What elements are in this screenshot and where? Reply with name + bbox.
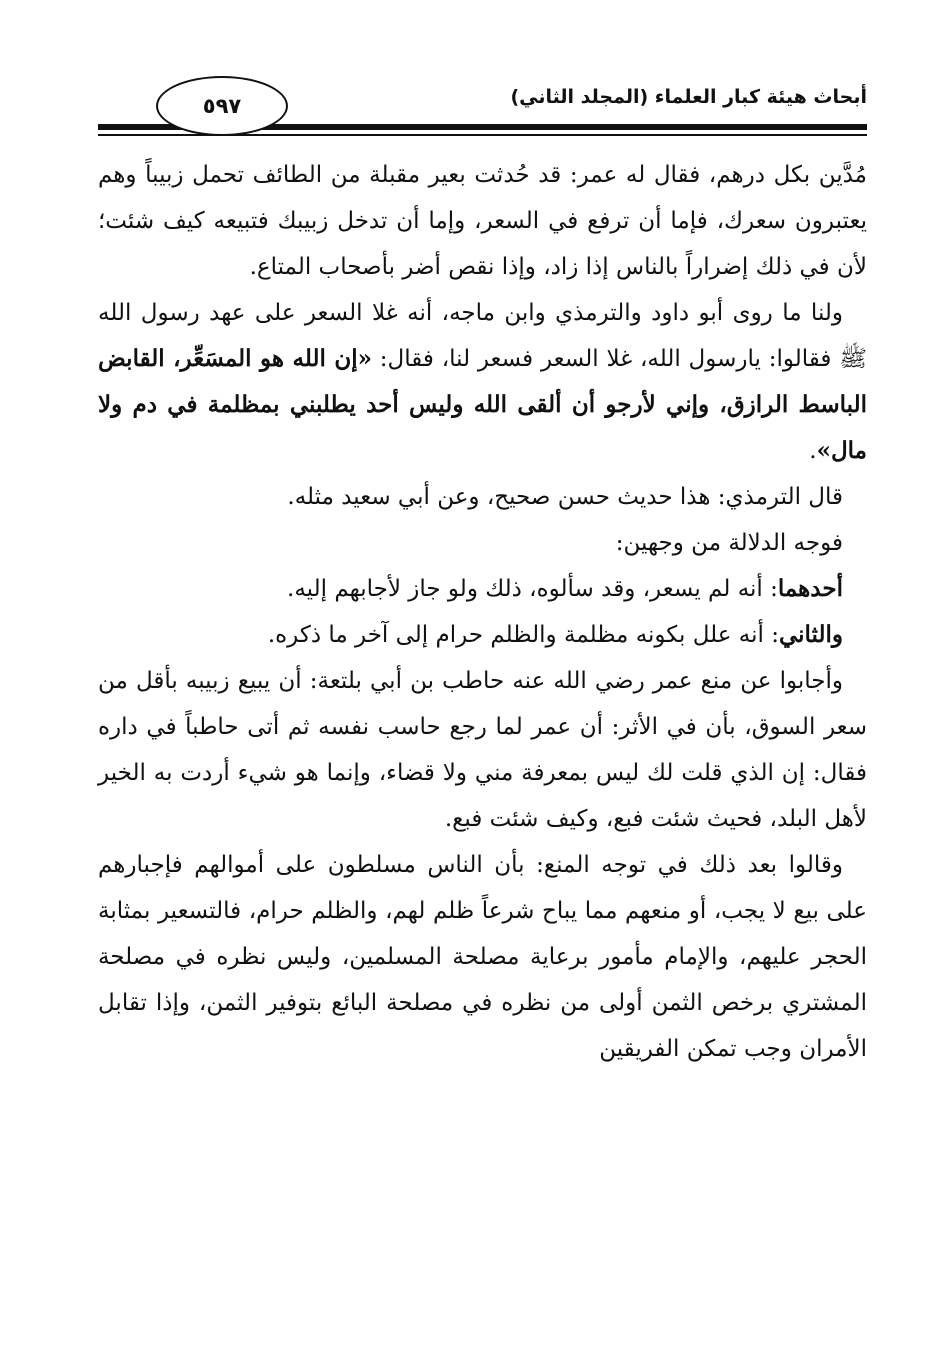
paragraph-2-end: . xyxy=(809,438,817,464)
running-title: أبحاث هيئة كبار العلماء (المجلد الثاني) xyxy=(510,86,867,108)
paragraph-3: قال الترمذي: هذا حديث حسن صحيح، وعن أبي سعيد مثله. xyxy=(287,484,843,510)
page-body xyxy=(98,152,867,1072)
page-number-oval xyxy=(156,76,288,136)
paragraph-7: وأجابوا عن منع عمر رضي الله عنه حاطب بن أبي بلتعة: أن يبيع زبيبه بأقل من سعر السوق، بأن في الأثر: أن عمر لما رجع حاسب نفسه ثم أتى حاطباً في داره فقال: إن الذي قلت لك ليس بمعرفة مني ولا قضاء، وإنما هو شيء أردت به الخير لأهل البلد، فحيث شئت فبع، وكيف شئت فبع. xyxy=(98,668,867,832)
paragraph-2-intro: ولنا ما روى أبو داود والترمذي وابن ماجه، أنه غلا السعر على عهد رسول الله ﷺ فقالوا: يارسول الله، غلا السعر فسعر لنا، فقال: xyxy=(98,300,867,372)
page-header xyxy=(98,72,867,142)
paragraph-8: وقالوا بعد ذلك في توجه المنع: بأن الناس مسلطون على أموالهم فإجبارهم على بيع لا يجب، أو منعهم مما يباح شرعاً ظلم لهم، والظلم حرام، فالتسعير بمثابة الحجر عليهم، والإمام مأمور برعاية مصلحة المسلمين، وليس نظره في مصلحة المشتري برخص الثمن أولى من نظره في مصلحة البائع بتوفير الثمن، وإذا تقابل الأمران وجب تمكن الفريقين xyxy=(98,852,867,1062)
paragraph-4: فوجه الدلالة من وجهين: xyxy=(615,530,843,556)
hadith-quote: «إن الله هو المسَعِّر، القابض الباسط الرازق، وإني لأرجو أن ألقى الله وليس أحد يطلبني بمظلمة في دم ولا مال» xyxy=(98,345,867,464)
first-point-text: : أنه لم يسعر، وقد سألوه، ذلك ولو جاز لأجابهم إليه. xyxy=(287,576,778,602)
page-number: ٥٩٧ xyxy=(202,94,242,118)
paragraph-2 xyxy=(98,290,867,474)
first-point-label: أحدهما xyxy=(777,575,843,602)
second-point-label: والثاني xyxy=(778,621,843,648)
paragraph-5 xyxy=(98,566,867,612)
second-point-text: : أنه علل بكونه مظلمة والظلم حرام إلى آخر ما ذكره. xyxy=(267,622,779,648)
paragraph-1: مُدَّين بكل درهم، فقال له عمر: قد حُدثت بعير مقبلة من الطائف تحمل زبيباً وهم يعتبرون سعرك، فإما أن ترفع في السعر، وإما أن تدخل زبيبك فتبيعه كيف شئت؛ لأن في ذلك إضراراً بالناس إذا زاد، وإذا نقص أضر بأصحاب المتاع. xyxy=(98,162,867,280)
paragraph-6 xyxy=(98,612,867,658)
